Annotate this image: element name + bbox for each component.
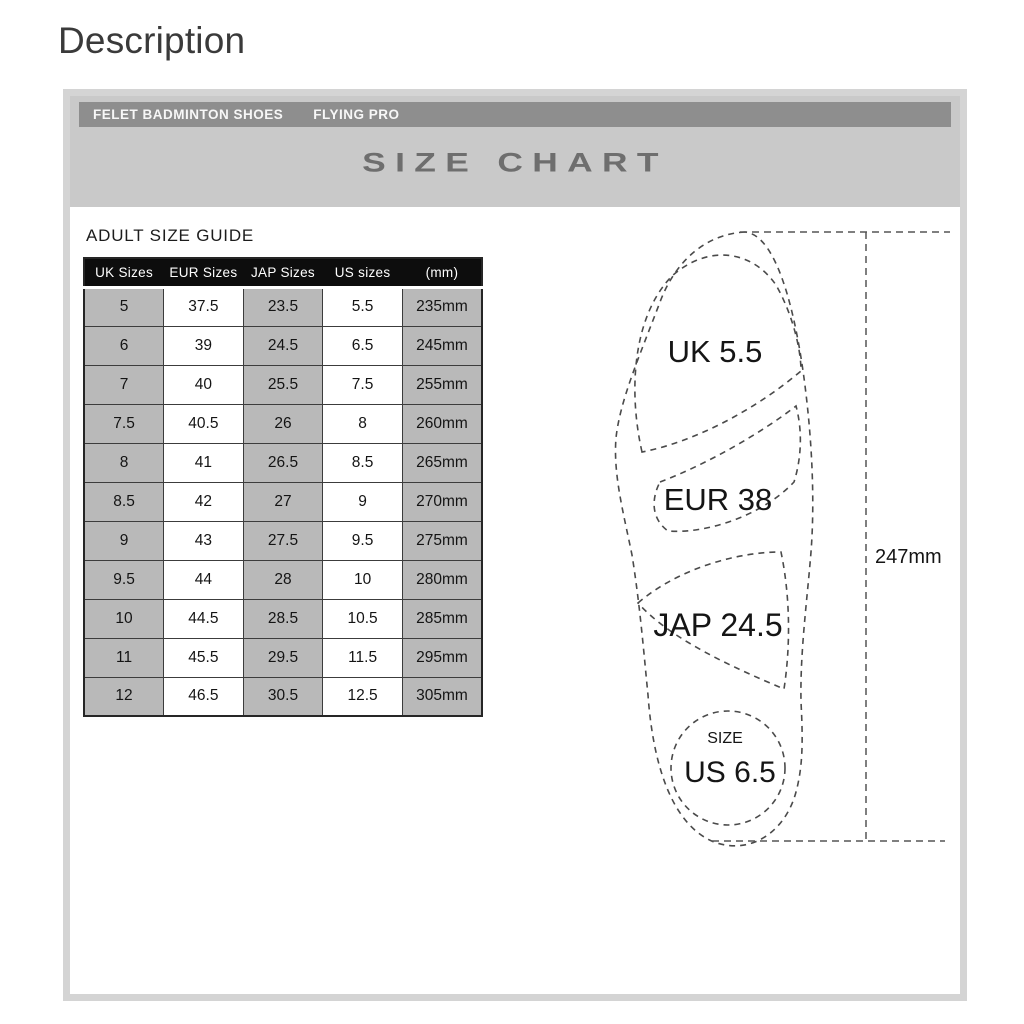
size-cell: 39 — [164, 326, 244, 365]
arch-size-label: JAP 24.5 — [653, 607, 783, 643]
ball-size-label: EUR 38 — [663, 482, 773, 517]
size-cell: 8 — [323, 404, 403, 443]
size-cell: 41 — [164, 443, 244, 482]
size-cell: 26 — [243, 404, 323, 443]
size-cell: 6 — [84, 326, 164, 365]
size-cell: 5.5 — [323, 287, 403, 326]
size-cell: 43 — [164, 521, 244, 560]
size-cell: 27 — [243, 482, 323, 521]
size-cell: 23.5 — [243, 287, 323, 326]
size-cell: 44 — [164, 560, 244, 599]
table-row — [84, 404, 482, 443]
table-row — [84, 599, 482, 638]
size-cell: 235mm — [402, 287, 482, 326]
size-cell: 9 — [323, 482, 403, 521]
size-cell: 42 — [164, 482, 244, 521]
size-cell: 260mm — [402, 404, 482, 443]
size-chart-panel — [63, 89, 967, 1001]
size-cell: 7.5 — [84, 404, 164, 443]
size-cell: 11.5 — [323, 638, 403, 677]
page-title: Description — [58, 20, 246, 61]
table-header — [84, 258, 482, 287]
size-cell: 305mm — [402, 677, 482, 716]
size-cell: 8 — [84, 443, 164, 482]
size-cell: 8.5 — [323, 443, 403, 482]
size-cell: 28.5 — [243, 599, 323, 638]
size-cell: 27.5 — [243, 521, 323, 560]
size-cell: 11 — [84, 638, 164, 677]
size-cell: 8.5 — [84, 482, 164, 521]
size-cell: 275mm — [402, 521, 482, 560]
size-cell: 280mm — [402, 560, 482, 599]
size-cell: 5 — [84, 287, 164, 326]
size-cell: 265mm — [402, 443, 482, 482]
size-cell: 40 — [164, 365, 244, 404]
heel-size-label: US 6.5 — [684, 756, 776, 789]
table-row — [84, 443, 482, 482]
size-cell: 45.5 — [164, 638, 244, 677]
header-row — [84, 258, 482, 287]
size-cell: 26.5 — [243, 443, 323, 482]
size-cell: 25.5 — [243, 365, 323, 404]
size-cell: 10 — [323, 560, 403, 599]
table-row — [84, 677, 482, 716]
table-row — [84, 326, 482, 365]
size-cell: 28 — [243, 560, 323, 599]
size-cell: 9.5 — [84, 560, 164, 599]
column-header: US sizes — [323, 258, 403, 287]
size-cell: 37.5 — [164, 287, 244, 326]
size-conversion-table — [83, 257, 483, 717]
toe-size-label: UK 5.5 — [667, 334, 763, 369]
size-cell: 44.5 — [164, 599, 244, 638]
size-cell: 295mm — [402, 638, 482, 677]
section-title: ADULT SIZE GUIDE — [86, 226, 255, 245]
table-row — [84, 638, 482, 677]
size-cell: 10 — [84, 599, 164, 638]
column-header: EUR Sizes — [164, 258, 244, 287]
size-cell: 12 — [84, 677, 164, 716]
size-cell: 6.5 — [323, 326, 403, 365]
size-cell: 7.5 — [323, 365, 403, 404]
table-row — [84, 560, 482, 599]
size-cell: 255mm — [402, 365, 482, 404]
table-body — [84, 287, 482, 716]
size-cell: 24.5 — [243, 326, 323, 365]
size-cell: 7 — [84, 365, 164, 404]
table-row — [84, 287, 482, 326]
heel-caption-label: SIZE — [707, 730, 743, 747]
brand-bar — [79, 102, 951, 127]
size-cell: 285mm — [402, 599, 482, 638]
column-header: UK Sizes — [84, 258, 164, 287]
model-name: FLYING PRO — [313, 107, 400, 122]
footprint-diagram — [600, 220, 970, 870]
size-cell: 46.5 — [164, 677, 244, 716]
table-row — [84, 365, 482, 404]
size-cell: 9 — [84, 521, 164, 560]
size-cell: 270mm — [402, 482, 482, 521]
size-cell: 12.5 — [323, 677, 403, 716]
column-header: JAP Sizes — [243, 258, 323, 287]
brand-name: FELET BADMINTON SHOES — [93, 107, 284, 122]
size-cell: 30.5 — [243, 677, 323, 716]
column-header: (mm) — [402, 258, 482, 287]
size-chart-heading: SIZE CHART — [362, 148, 668, 178]
size-cell: 40.5 — [164, 404, 244, 443]
banner — [70, 96, 960, 207]
table-row — [84, 521, 482, 560]
size-cell: 9.5 — [323, 521, 403, 560]
size-cell: 245mm — [402, 326, 482, 365]
size-cell: 29.5 — [243, 638, 323, 677]
size-cell: 10.5 — [323, 599, 403, 638]
length-measurement-label: 247mm — [875, 546, 942, 568]
table-row — [84, 482, 482, 521]
